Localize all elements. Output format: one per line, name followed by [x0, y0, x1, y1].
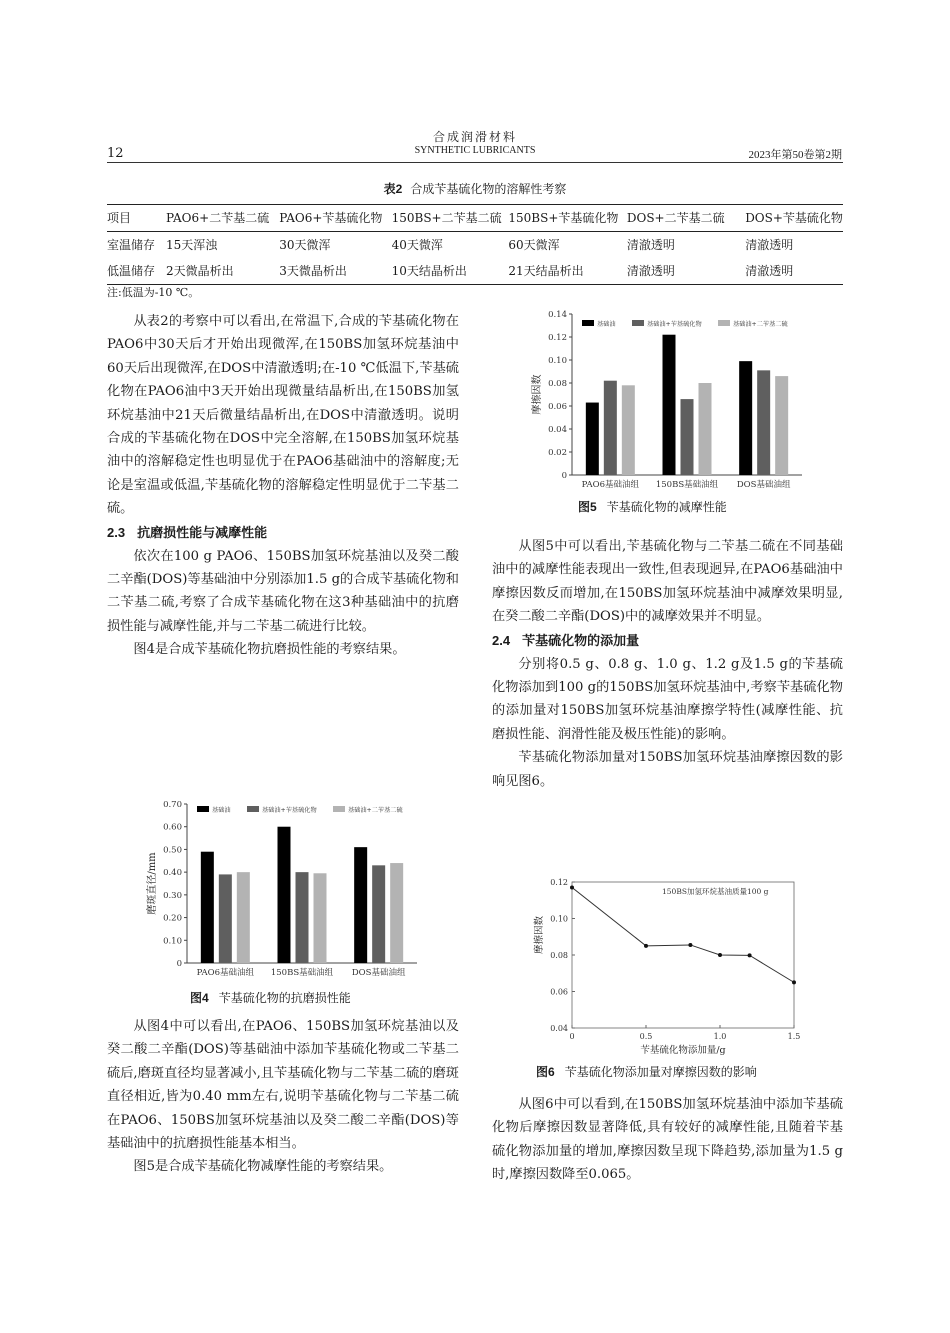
table-cell: 室温储存: [107, 238, 156, 252]
series-line: [572, 887, 794, 982]
bar: [775, 376, 788, 475]
bar: [314, 873, 327, 963]
data-point: [718, 953, 722, 957]
y-tick-label: 0.08: [548, 379, 567, 389]
y-tick-label: 0.04: [548, 425, 567, 435]
friction-bar-chart: [530, 308, 810, 490]
issue-info: 2023年第50卷第2期: [748, 149, 842, 161]
figure-label: 图5: [578, 500, 597, 514]
figure-label: 图6: [536, 1065, 555, 1079]
figure-5-caption: [578, 498, 727, 515]
table-title: 合成苄基硫化物的溶解性考察: [410, 182, 567, 196]
y-tick-label: 0.06: [550, 987, 568, 997]
y-tick-label: 0.20: [163, 913, 182, 924]
plot-frame: [572, 882, 794, 1028]
right-column-text-top: [492, 535, 843, 793]
figure-6-caption: [536, 1063, 757, 1080]
bar: [237, 872, 250, 963]
solubility-table: [107, 204, 843, 285]
y-axis-label: 摩擦因数: [532, 374, 543, 415]
journal-title-en: SYNTHETIC LUBRICANTS: [414, 145, 536, 156]
bar: [757, 370, 770, 475]
y-tick-label: 0.10: [548, 356, 567, 366]
table-header-cell: PAO6+二苄基二硫: [166, 211, 270, 225]
table-cell: 60天微浑: [508, 238, 560, 252]
table-header-cell: DOS+二苄基二硫: [626, 211, 725, 225]
bar: [622, 385, 635, 475]
y-tick-label: 0.60: [163, 822, 182, 833]
bar: [278, 827, 291, 963]
data-point: [748, 953, 752, 957]
table-cell: 15天浑浊: [166, 238, 218, 252]
page-number: 12: [107, 146, 124, 161]
figure-5: [530, 308, 810, 494]
figure-6: [530, 870, 820, 1064]
left-column-text-bottom: [107, 1015, 459, 1179]
table-row: [107, 232, 843, 259]
right-column-text-bottom: [492, 1093, 843, 1187]
figure-caption-text: 苄基硫化物添加量对摩擦因数的影响: [564, 1065, 757, 1079]
x-tick-label: 0: [569, 1032, 575, 1041]
table-cell: 清澈透明: [745, 264, 794, 278]
y-tick-label: 0.40: [163, 868, 182, 879]
bar: [681, 399, 694, 475]
dosage-line-chart: [530, 870, 820, 1060]
section-number: 2.4: [492, 632, 511, 648]
y-tick-label: 0.06: [548, 402, 567, 412]
table-row: [107, 258, 843, 285]
chart-annotation: 150BS加氢环烷基油质量100 g: [662, 887, 769, 896]
section-heading-2-3: [107, 521, 459, 545]
figure-caption-text: 苄基硫化物的减摩性能: [606, 500, 727, 514]
figure-caption-text: 苄基硫化物的抗磨损性能: [218, 991, 351, 1005]
y-tick-label: 0.04: [550, 1024, 568, 1033]
legend-label: 基础油+苄基硫化物: [647, 321, 702, 328]
bar: [739, 361, 752, 475]
y-tick-label: 0: [561, 471, 567, 481]
x-tick-label: 1.0: [713, 1032, 727, 1041]
paragraph: 从图6中可以看到,在150BS加氢环烷基油中添加苄基硫化物后摩擦因数显著降低,具有较好的减摩性能,且随着苄基硫化物添加量的增加,摩擦因数呈现下降趋势,添加量为1.5 g时,摩擦因数降至0.065。: [492, 1097, 843, 1183]
section-title: 苄基硫化物的添加量: [522, 632, 640, 648]
wear-scar-bar-chart: [145, 795, 425, 987]
paragraph: 图4是合成苄基硫化物抗磨损性能的考察结果。: [133, 642, 406, 658]
paragraph: 从图4中可以看出,在PAO6、150BS加氢环烷基油以及癸二酸二辛酯(DOS)等基础油中添加苄基硫化物或二苄基二硫后,磨斑直径均显著减小,且苄基硫化物与二苄基二硫的磨斑直径相近,皆为0.40 mm左右,说明苄基硫化物与二苄基二硫在PAO6、150BS加氢环烷基油以及癸二酸二辛酯(DOS)等基础油中的抗磨损性能基本相当。: [107, 1019, 459, 1152]
y-tick-label: 0.12: [548, 333, 567, 343]
y-tick-label: 0.12: [550, 878, 568, 887]
legend-swatch: [333, 806, 345, 812]
y-tick-label: 0.10: [550, 914, 568, 924]
bar: [663, 335, 676, 475]
table-cell: 2天微晶析出: [166, 264, 234, 278]
x-tick-label: DOS基础油组: [736, 480, 791, 490]
x-tick-label: 0.5: [639, 1032, 653, 1041]
y-tick-label: 0.30: [163, 890, 182, 901]
legend-swatch: [247, 806, 259, 812]
y-tick-label: 0.10: [163, 936, 182, 947]
bar: [219, 874, 232, 963]
data-point: [688, 943, 692, 947]
x-tick-label: 150BS基础油组: [270, 968, 334, 978]
table-cell: 清澈透明: [626, 238, 675, 252]
figure-label: 图4: [190, 991, 209, 1005]
x-tick-label: DOS基础油组: [351, 968, 406, 978]
table-header-row: [107, 205, 843, 232]
table-cell: 30天微浑: [279, 238, 331, 252]
table-header-cell: 150BS+二苄基二硫: [391, 211, 502, 225]
y-axis-label: 磨斑直径/mm: [147, 852, 158, 915]
bar: [201, 852, 214, 963]
table-caption: [0, 180, 950, 197]
legend-label: 基础油+二苄基二硫: [733, 321, 788, 328]
legend-label: 基础油+苄基硫化物: [262, 807, 317, 814]
left-column-text-top: [107, 310, 459, 662]
paragraph: 图5是合成苄基硫化物减摩性能的考察结果。: [133, 1159, 393, 1175]
header-rule: [107, 162, 843, 163]
x-axis-label: 苄基硫化物添加量/g: [640, 1045, 726, 1056]
paragraph: 苄基硫化物添加量对150BS加氢环烷基油摩擦因数的影响见图6。: [492, 750, 843, 789]
table-header-cell: PAO6+苄基硫化物: [279, 211, 383, 225]
table-cell: 3天微晶析出: [279, 264, 347, 278]
y-tick-label: 0.02: [548, 448, 567, 458]
paragraph: 依次在100 g PAO6、150BS加氢环烷基油以及癸二酸二辛酯(DOS)等基础油中分别添加1.5 g的合成苄基硫化物和二苄基二硫,考察了合成苄基硫化物在这3种基础油中的抗磨损性能与减摩性能,并与二苄基二硫进行比较。: [107, 548, 459, 634]
legend-label: 基础油: [597, 321, 616, 328]
data-point: [570, 885, 574, 889]
bar: [390, 863, 403, 963]
section-title: 抗磨损性能与减摩性能: [137, 524, 268, 540]
y-tick-label: 0.14: [548, 310, 567, 320]
bar: [372, 865, 385, 963]
section-heading-2-4: [492, 629, 843, 653]
bar: [354, 847, 367, 963]
data-point: [644, 944, 648, 948]
paragraph: 从表2的考察中可以看出,在常温下,合成的苄基硫化物在PAO6中30天后才开始出现微浑,在150BS加氢环烷基油中60天后出现微浑,在DOS中清澈透明;在-10 ℃低温下,苄基硫化物在PAO6油中3天开始出现微量结晶析出,在150BS加氢环烷基油中21天后微量结晶析出,在DOS中清澈透明。说明合成的苄基硫化物在DOS中完全溶解,在150BS加氢环烷基油中的溶解稳定性也明显优于在PAO6基础油中的溶解度;无论是室温或低温,苄基硫化物的溶解稳定性明显优于二苄基二硫。: [107, 314, 459, 517]
bar: [296, 872, 309, 963]
bar: [586, 403, 599, 475]
bar: [604, 381, 617, 475]
paragraph: 从图5中可以看出,苄基硫化物与二苄基二硫在不同基础油中的减摩性能表现出一致性,但表现迥异,在PAO6基础油中摩擦因数反而增加,在150BS加氢环烷基油中减摩效果明显,在癸二酸二辛酯(DOS)中的减摩效果并不明显。: [492, 539, 843, 625]
x-tick-label: PAO6基础油组: [196, 968, 255, 978]
x-tick-label: 150BS基础油组: [655, 480, 719, 490]
data-point: [792, 980, 796, 984]
table-cell: 清澈透明: [626, 264, 675, 278]
y-tick-label: 0.50: [163, 845, 182, 856]
table-header-cell: DOS+苄基硫化物: [745, 211, 843, 225]
table-cell: 21天结晶析出: [508, 264, 584, 278]
table-label: 表2: [383, 182, 403, 196]
legend-swatch: [718, 320, 730, 326]
table-note: 注:低温为-10 ℃。: [107, 286, 200, 299]
legend-swatch: [582, 320, 594, 326]
table-header-cell: 项目: [107, 211, 132, 225]
journal-title-cn: 合成润滑材料: [432, 130, 517, 144]
legend-swatch: [197, 806, 209, 812]
table-cell: 40天微浑: [391, 238, 443, 252]
y-tick-label: 0.70: [163, 800, 182, 810]
table-cell: 低温储存: [107, 264, 156, 278]
x-tick-label: PAO6基础油组: [581, 480, 640, 490]
table-cell: 清澈透明: [745, 238, 794, 252]
legend-label: 基础油: [212, 807, 231, 814]
table-header-cell: 150BS+苄基硫化物: [508, 211, 619, 225]
figure-4: [145, 795, 425, 991]
legend-swatch: [632, 320, 644, 326]
figure-4-caption: [190, 989, 351, 1006]
table-cell: 10天结晶析出: [391, 264, 467, 278]
paragraph: 分别将0.5 g、0.8 g、1.0 g、1.2 g及1.5 g的苄基硫化物添加到100 g的150BS加氢环烷基油中,考察苄基硫化物的添加量对150BS加氢环烷基油摩擦学特性(减摩性能、抗磨损性能、润滑性能及极压性能)的影响。: [492, 656, 843, 742]
y-tick-label: 0: [176, 959, 182, 969]
section-number: 2.3: [107, 524, 126, 540]
bar: [699, 383, 712, 475]
x-tick-label: 1.5: [787, 1032, 801, 1041]
y-axis-label: 摩擦因数: [534, 915, 545, 955]
y-tick-label: 0.08: [550, 951, 568, 960]
legend-label: 基础油+二苄基二硫: [348, 807, 403, 814]
